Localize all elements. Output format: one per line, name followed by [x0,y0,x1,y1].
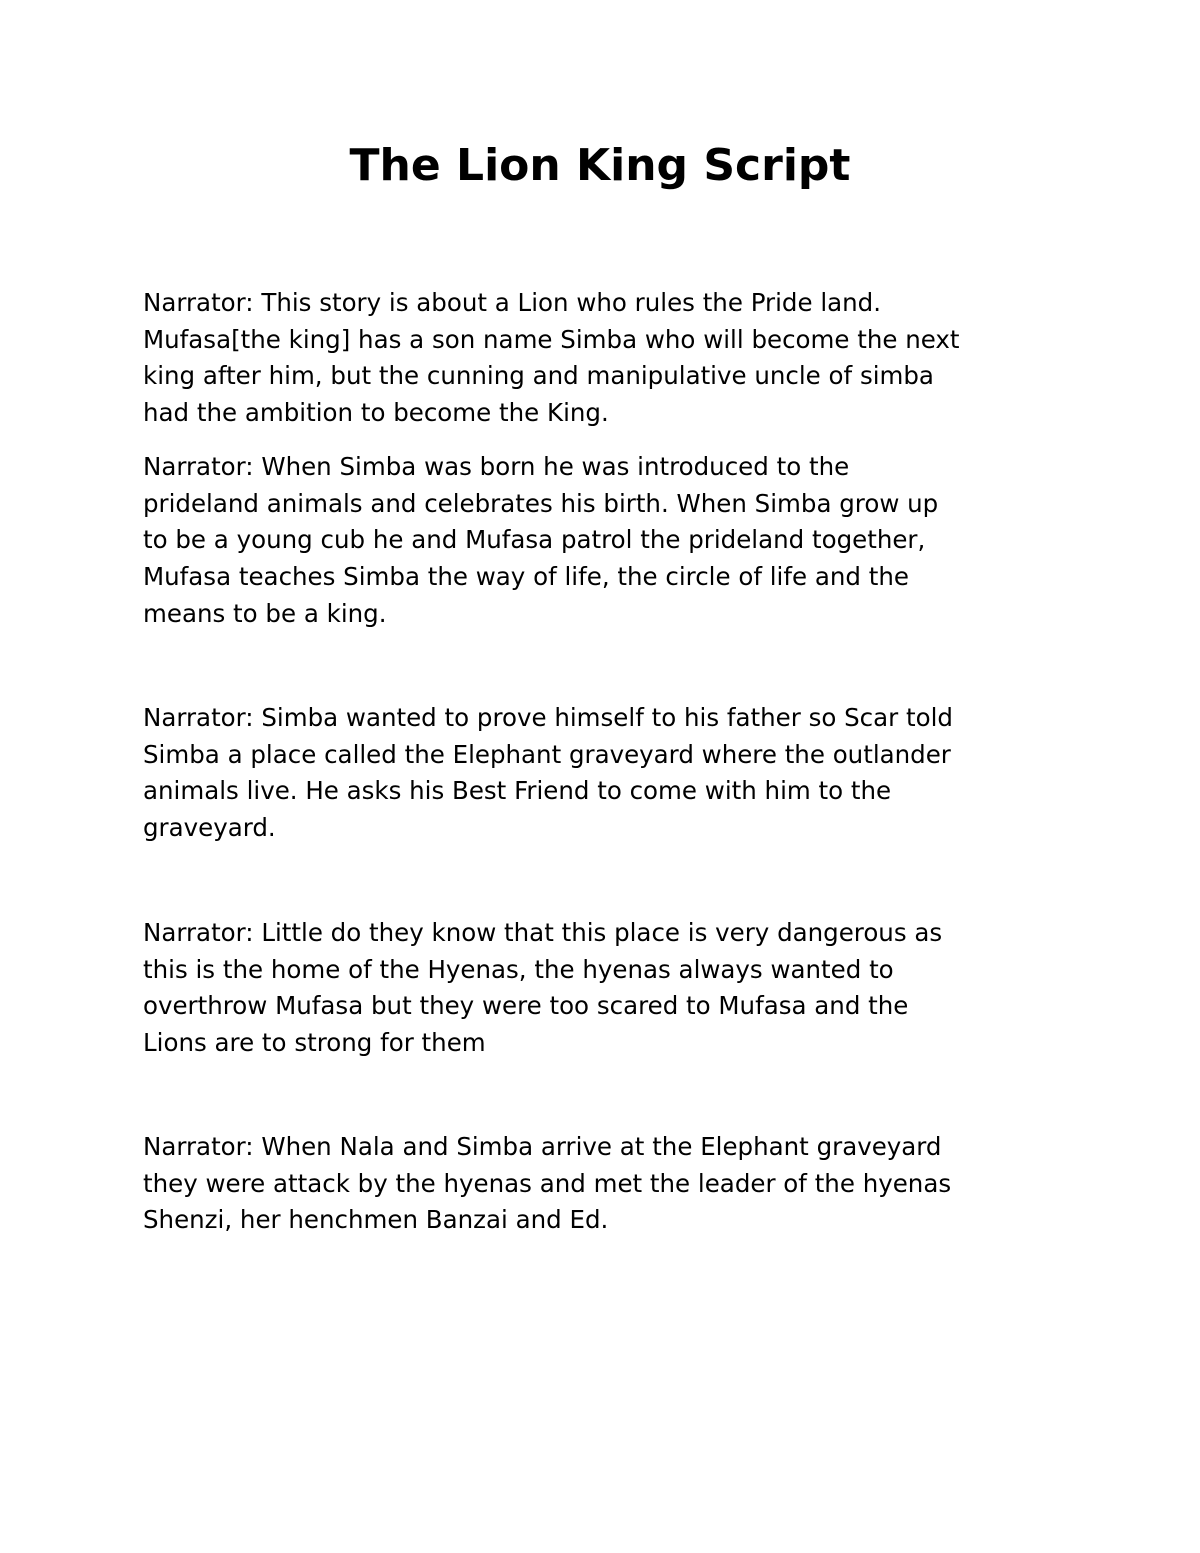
paragraph-line: Mufasa teaches Simba the way of life, the circle of life and the [143,562,909,592]
paragraph-line: Narrator: Simba wanted to prove himself to his father so Scar told [143,703,953,732]
paragraph-line: had the ambition to become the King. [143,398,609,428]
paragraph-line: prideland animals and celebrates his birth. When Simba grow up [143,488,939,518]
paragraph-line: they were attack by the hyenas and met the leader of the hyenas [143,1168,952,1198]
paragraph-line: Narrator: Little do they know that this place is very dangerous as [143,918,943,947]
paragraph-line: Simba a place called the Elephant graveyard where the outlander [143,739,951,769]
paragraph-line: this is the home of the Hyenas, the hyenas always wanted to [143,954,894,984]
page-title: The Lion King Script [349,140,851,191]
paragraph-line: Shenzi, her henchmen Banzai and Ed. [143,1205,609,1235]
paragraph-line: animals live. He asks his Best Friend to come with him to the [143,776,892,806]
paragraph-line: overthrow Mufasa but they were too scared to Mufasa and the [143,991,909,1021]
paragraph-line: king after him, but the cunning and manipulative uncle of simba [143,361,934,391]
script-paragraph-1 [143,285,1083,432]
paragraph-line: graveyard. [143,813,276,843]
paragraph-line: means to be a king. [143,598,387,628]
script-paragraph-5 [143,1129,1083,1239]
paragraph-line: Narrator: This story is about a Lion who rules the Pride land. [143,288,882,317]
script-paragraph-2 [143,449,1083,633]
paragraph-line: Narrator: When Nala and Simba arrive at the Elephant graveyard [143,1132,942,1161]
paragraph-line: to be a young cub he and Mufasa patrol the prideland together, [143,525,926,555]
script-paragraph-3 [143,700,1083,847]
paragraph-line: Lions are to strong for them [143,1028,486,1058]
paragraph-line: Narrator: When Simba was born he was introduced to the [143,452,850,481]
script-paragraph-4 [143,915,1083,1062]
paragraph-line: Mufasa[the king] has a son name Simba who will become the next [143,324,960,354]
